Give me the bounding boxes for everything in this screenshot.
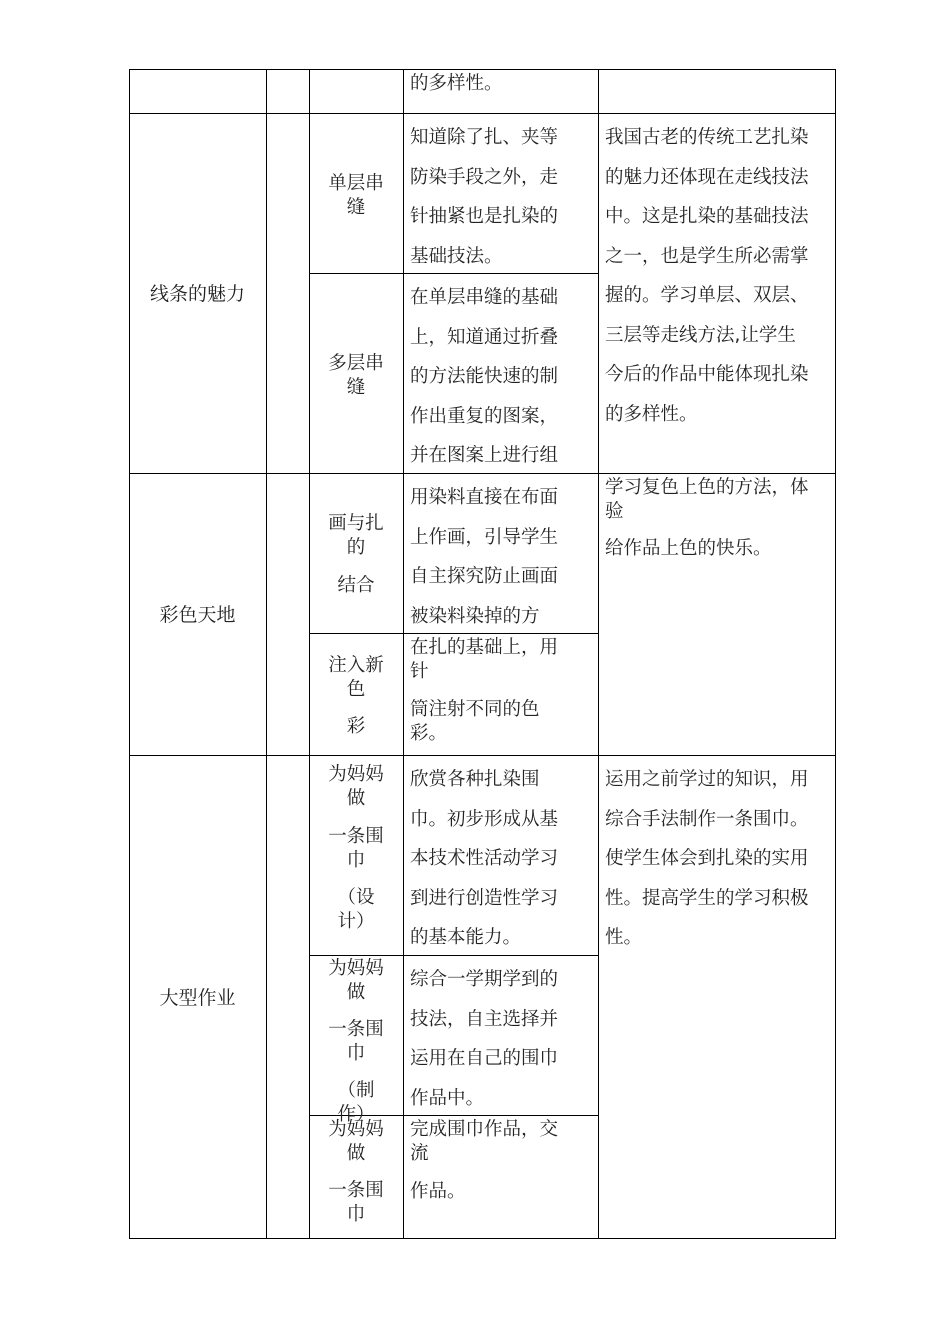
lesson-name: 为妈妈 做 (328, 958, 384, 1003)
lesson-content: 用染料直接在布面 上作画，引导学生 自主探究防止画面 被染料染掉的方 (410, 487, 559, 627)
lesson-name: 注入新 色 (328, 655, 384, 700)
col-border (266, 69, 267, 1239)
lesson-name: 多层串 缝 (328, 353, 384, 398)
lesson-name-extra: 一条围 巾 (328, 826, 384, 871)
lesson-content: 在扎的基础上，用 针 (410, 637, 559, 682)
lesson-name: 为妈妈 做 (328, 764, 384, 809)
lesson-name-extra: （制 作） (337, 1080, 375, 1125)
col-border (598, 69, 599, 1239)
row-border (129, 1238, 836, 1239)
lesson-content: 在单层串缝的基础 上，知道通过折叠 的方法能快速的制 作出重复的图案， 并在图案上进行组 (410, 287, 559, 466)
lesson-content: 综合一学期学到的 技法，自主选择并 运用在自己的围巾 作品中。 (410, 969, 559, 1109)
top-row-content: 的多样性。 (410, 73, 503, 94)
section-title: 彩色天地 (159, 604, 236, 626)
lesson-name-extra: 一条围 巾 (328, 1019, 384, 1064)
lesson-content: 欣赏各种扎染围 巾。初步形成从基 本技术性活动学习 到进行创造性学习 的基本能力。 (410, 769, 559, 948)
section-goal: 学习复色上色的方法，体 验 (605, 477, 809, 522)
lesson-content: 筒注射不同的色 彩。 (410, 699, 540, 744)
section-goal: 给作品上色的快乐。 (605, 538, 772, 559)
lesson-name-extra: （设 计） (337, 887, 375, 932)
section-title: 大型作业 (159, 987, 236, 1009)
lesson-content: 完成围巾作品，交 流 (410, 1119, 559, 1164)
lesson-name: 画与扎 的 (328, 513, 384, 558)
row-border (129, 755, 836, 756)
section-goal: 运用之前学过的知识，用 综合手法制作一条围巾。 使学生体会到扎染的实用 性。提高学生的学习积极 性。 (605, 769, 809, 948)
section-title: 线条的魅力 (149, 283, 245, 305)
section-goal: 我国古老的传统工艺扎染 的魅力还体现在走线技法 中。这是扎染的基础技法 之一，也是学生所必需掌 握的。学习单层、双层、 三层等走线方法,让学生 今后的作品中能体现扎染 的多样性。 (605, 127, 809, 425)
col-border (129, 69, 130, 1239)
lesson-name-extra: 一条围 巾 (328, 1180, 384, 1225)
lesson-name: 为妈妈 做 (328, 1119, 384, 1164)
lesson-content: 作品。 (410, 1181, 466, 1202)
col-border (403, 69, 404, 1239)
lesson-name: 单层串 缝 (328, 173, 384, 218)
lesson-name-extra: 结合 (337, 575, 375, 596)
lesson-name-extra: 彩 (346, 716, 366, 737)
lesson-content: 知道除了扎、夹等 防染手段之外，走 针抽紧也是扎染的 基础技法。 (410, 127, 559, 267)
col-border (835, 69, 836, 1239)
row-border (129, 113, 836, 114)
